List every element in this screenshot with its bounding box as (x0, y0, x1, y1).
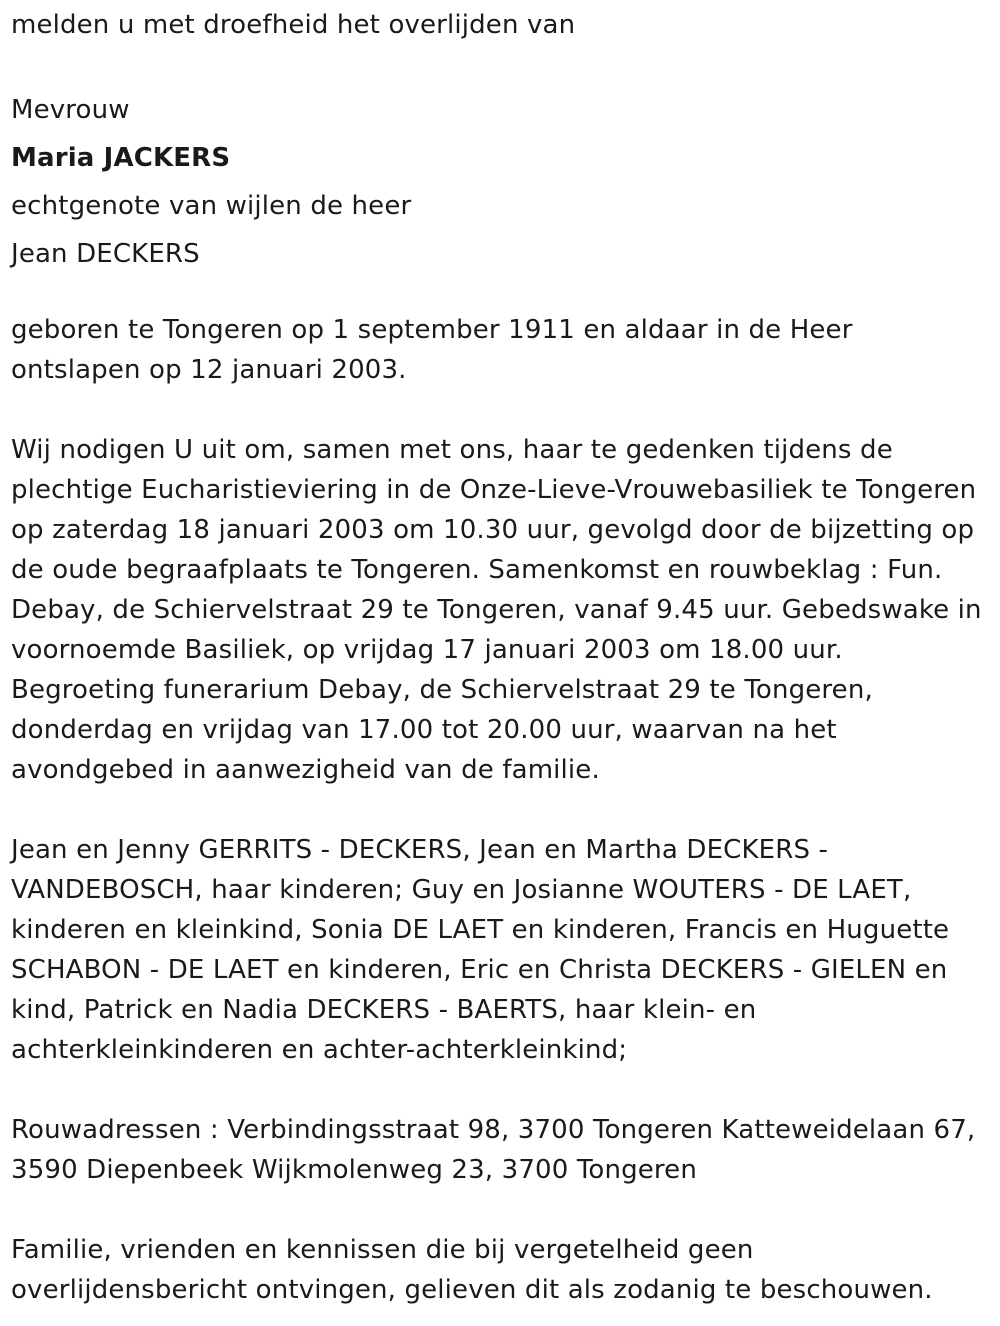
salutation: Mevrouw (11, 95, 130, 125)
deceased-section (11, 86, 411, 278)
paragraph-line: Familie, vrienden en kennissen die bij vergetelheid geen (11, 1235, 754, 1265)
spouse-name: Jean DECKERS (11, 239, 200, 269)
paragraph-line: de oude begraafplaats te Tongeren. Samenkomst en rouwbeklag : Fun. (11, 555, 943, 585)
paragraph-line: ontslapen op 12 januari 2003. (11, 355, 407, 385)
paragraph-line: achterkleinkinderen en achter-achterkleinkind; (11, 1035, 628, 1065)
family-paragraph (11, 830, 949, 1070)
paragraph-line: kinderen en kleinkind, Sonia DE LAET en kinderen, Francis en Huguette (11, 915, 950, 945)
deceased-name: Maria JACKERS (11, 143, 231, 173)
paragraph-line: avondgebed in aanwezigheid van de familie. (11, 755, 600, 785)
paragraph-line: plechtige Eucharistieviering in de Onze-Lieve-Vrouwebasiliek te Tongeren (11, 475, 977, 505)
intro-section (11, 5, 575, 45)
relation-text: echtgenote van wijlen de heer (11, 191, 412, 221)
birth-death-paragraph (11, 310, 853, 390)
intro-text: melden u met droefheid het overlijden van (11, 10, 576, 40)
paragraph-line: kind, Patrick en Nadia DECKERS - BAERTS, haar klein- en (11, 995, 757, 1025)
paragraph-line: Begroeting funerarium Debay, de Schiervelstraat 29 te Tongeren, (11, 675, 873, 705)
paragraph-line: VANDEBOSCH, haar kinderen; Guy en Josianne WOUTERS - DE LAET, (11, 875, 912, 905)
mourning-addresses-paragraph (11, 1110, 975, 1190)
invitation-paragraph (11, 430, 982, 790)
paragraph-line: Jean en Jenny GERRITS - DECKERS, Jean en Martha DECKERS - (11, 835, 829, 865)
paragraph-line: geboren te Tongeren op 1 september 1911 en aldaar in de Heer (11, 315, 853, 345)
paragraph-line: Debay, de Schiervelstraat 29 te Tongeren, vanaf 9.45 uur. Gebedswake in (11, 595, 982, 625)
paragraph-line: Wij nodigen U uit om, samen met ons, haar te gedenken tijdens de (11, 435, 893, 465)
paragraph-line: overlijdensbericht ontvingen, gelieven dit als zodanig te beschouwen. (11, 1275, 933, 1305)
paragraph-line: donderdag en vrijdag van 17.00 tot 20.00 uur, waarvan na het (11, 715, 837, 745)
paragraph-line: 3590 Diepenbeek Wijkmolenweg 23, 3700 Tongeren (11, 1155, 697, 1185)
closing-paragraph (11, 1230, 933, 1310)
paragraph-line: SCHABON - DE LAET en kinderen, Eric en Christa DECKERS - GIELEN en (11, 955, 948, 985)
paragraph-line: voornoemde Basiliek, op vrijdag 17 januari 2003 om 18.00 uur. (11, 635, 843, 665)
paragraph-line: Rouwadressen : Verbindingsstraat 98, 3700 Tongeren Katteweidelaan 67, (11, 1115, 976, 1145)
paragraph-line: op zaterdag 18 januari 2003 om 10.30 uur, gevolgd door de bijzetting op (11, 515, 975, 545)
